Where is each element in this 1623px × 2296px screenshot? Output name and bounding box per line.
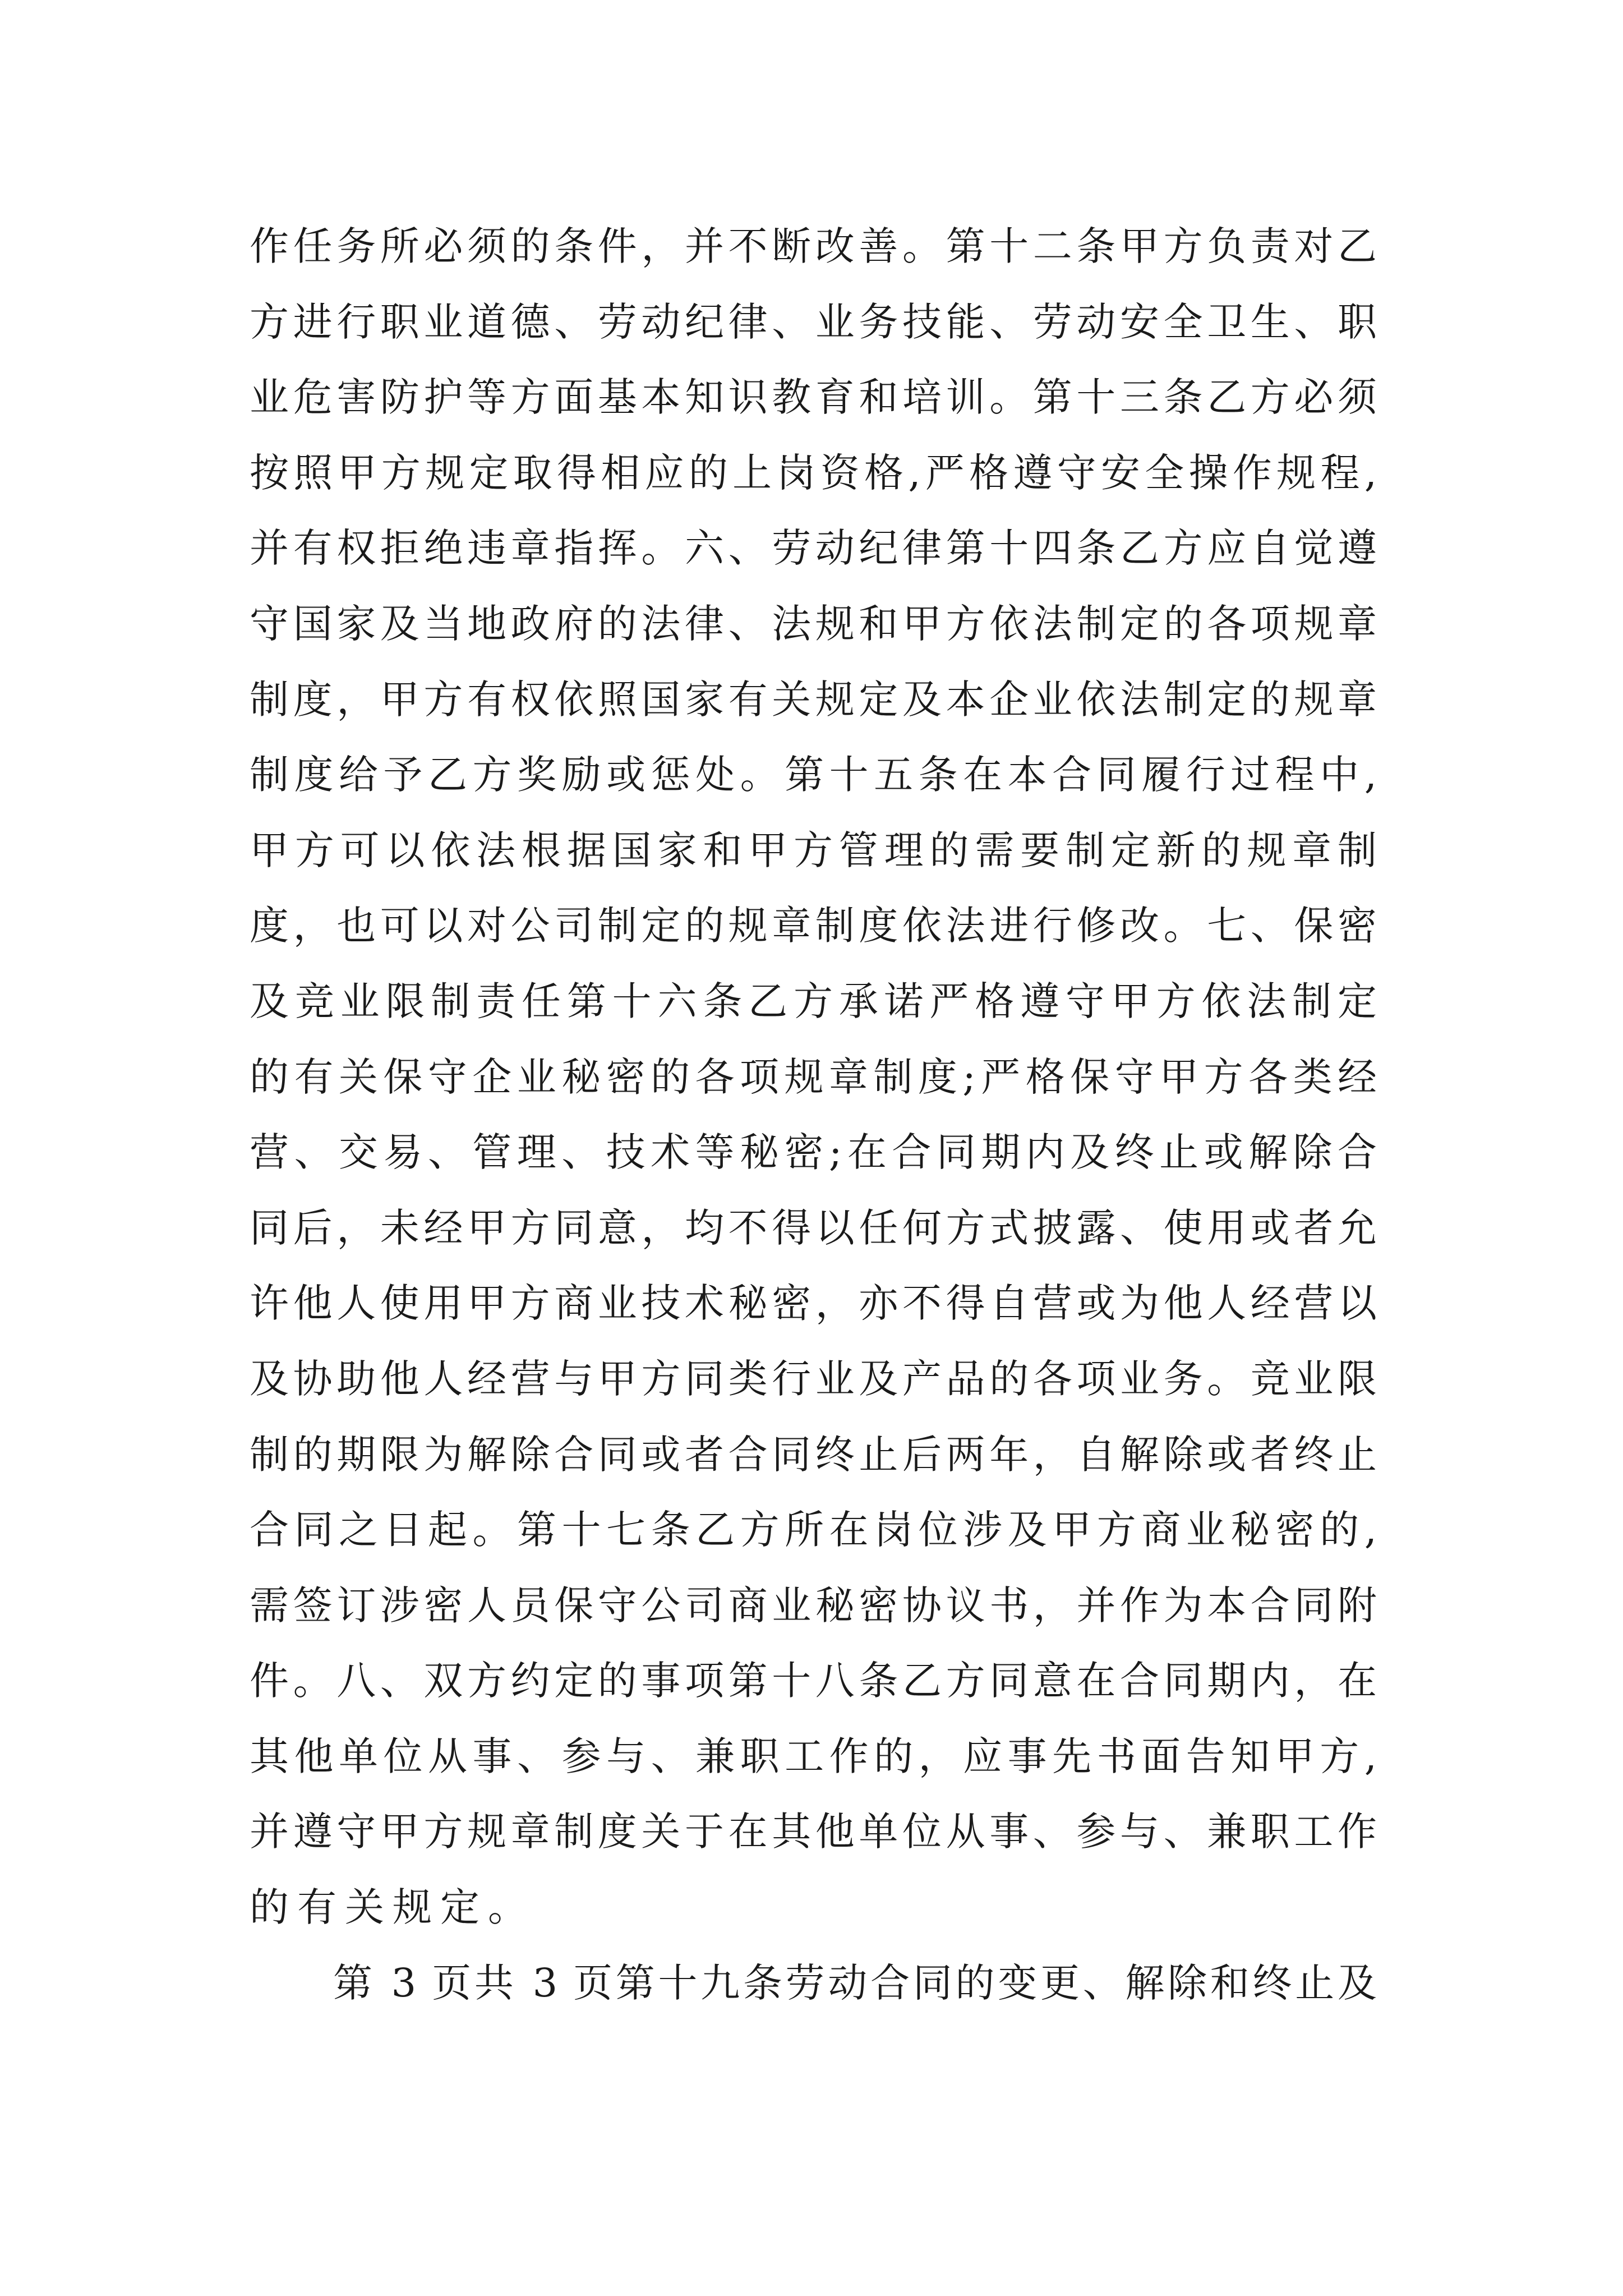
text-line-14: 同后，未经甲方同意，均不得以任何方式披露、使用或者允 [250, 1204, 1377, 1251]
contract-body-text [250, 209, 1377, 2021]
text-line-19: 需签订涉密人员保守公司商业秘密协议书，并作为本合同附 [250, 1582, 1377, 1628]
text-line-04: 按照甲方规定取得相应的上岗资格,严格遵守安全操作规程, [250, 449, 1377, 496]
text-line-15: 许他人使用甲方商业技术秘密，亦不得自营或为他人经营以 [250, 1280, 1377, 1327]
text-line-03: 业危害防护等方面基本知识教育和培训。第十三条乙方必须 [250, 374, 1377, 421]
text-line-16: 及协助他人经营与甲方同类行业及产品的各项业务。竞业限 [250, 1355, 1377, 1402]
text-line-17: 制的期限为解除合同或者合同终止后两年，自解除或者终止 [250, 1431, 1377, 1478]
text-line-06: 守国家及当地政府的法律、法规和甲方依法制定的各项规章 [250, 600, 1377, 647]
text-line-02: 方进行职业道德、劳动纪律、业务技能、劳动安全卫生、职 [250, 298, 1377, 345]
text-line-21: 其他单位从事、参与、兼职工作的，应事先书面告知甲方, [250, 1733, 1377, 1779]
text-line-13: 营、交易、管理、技术等秘密;在合同期内及终止或解除合 [250, 1129, 1377, 1176]
text-line-07: 制度，甲方有权依照国家有关规定及本企业依法制定的规章 [250, 676, 1377, 723]
text-line-22: 并遵守甲方规章制度关于在其他单位从事、参与、兼职工作 [250, 1809, 1377, 1855]
text-line-12: 的有关保守企业秘密的各项规章制度;严格保守甲方各类经 [250, 1053, 1377, 1100]
text-line-10: 度，也可以对公司制定的规章制度依法进行修改。七、保密 [250, 903, 1377, 949]
text-line-23-paragraph-end: 的有关规定。 [250, 1884, 536, 1931]
text-line-18: 合同之日起。第十七条乙方所在岗位涉及甲方商业秘密的, [250, 1507, 1377, 1553]
text-line-20: 件。八、双方约定的事项第十八条乙方同意在合同期内，在 [250, 1658, 1377, 1704]
text-line-05: 并有权拒绝违章指挥。六、劳动纪律第十四条乙方应自觉遵 [250, 525, 1377, 572]
text-line-09: 甲方可以依法根据国家和甲方管理的需要制定新的规章制 [250, 827, 1377, 873]
text-line-24-page-marker: 第 3 页共 3 页第十九条劳动合同的变更、解除和终止及 [333, 1959, 1377, 2006]
text-line-08: 制度给予乙方奖励或惩处。第十五条在本合同履行过程中, [250, 752, 1377, 798]
text-line-11: 及竞业限制责任第十六条乙方承诺严格遵守甲方依法制定 [250, 978, 1377, 1024]
text-line-01: 作任务所必须的条件，并不断改善。第十二条甲方负责对乙 [250, 223, 1377, 269]
